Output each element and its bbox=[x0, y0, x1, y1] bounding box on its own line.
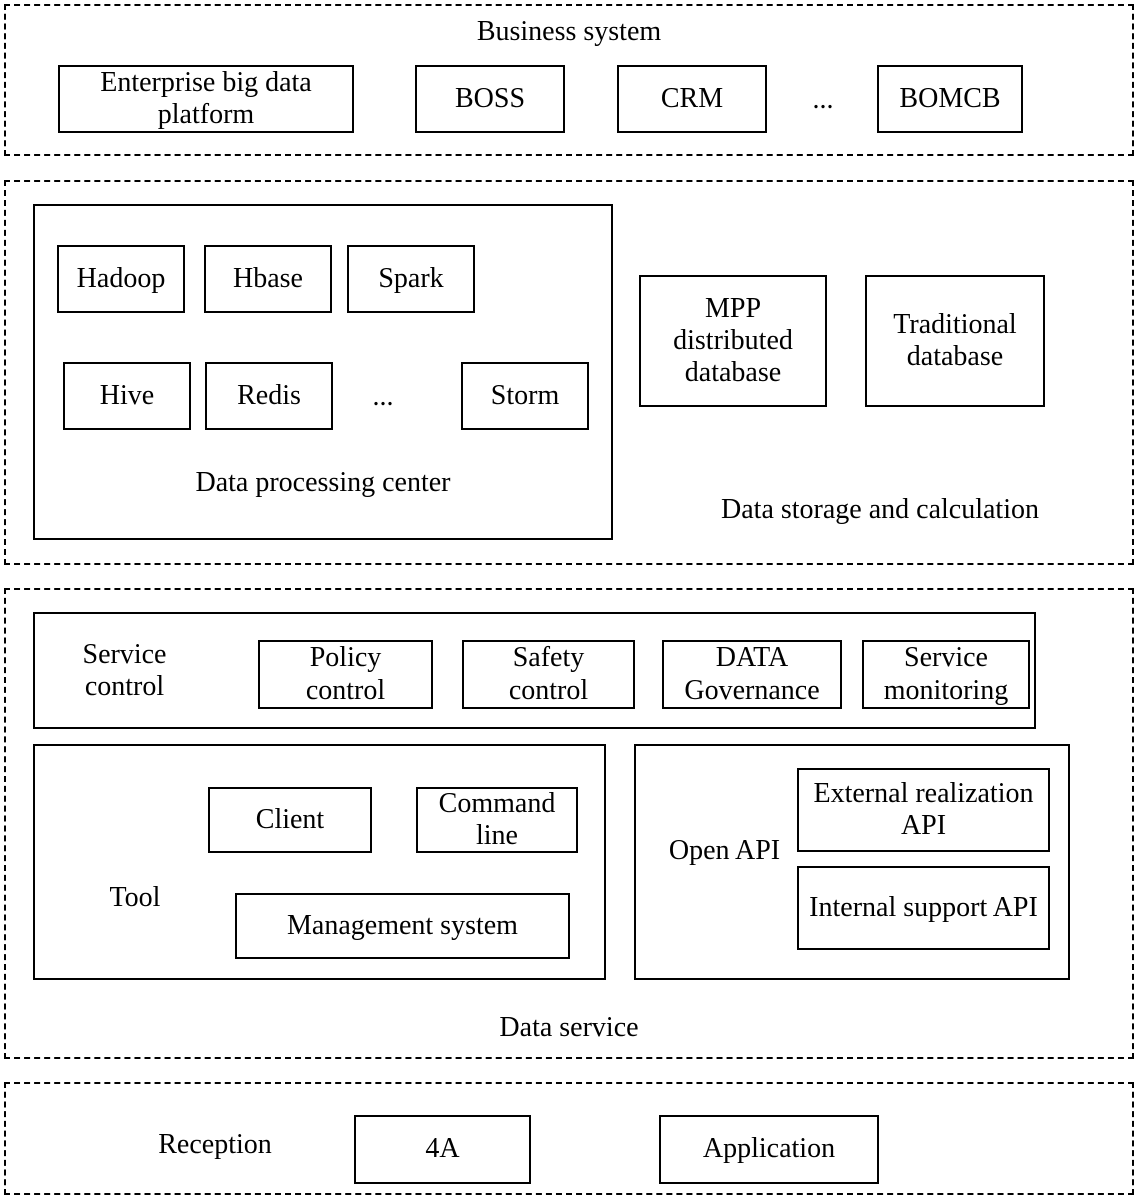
reception-label: Reception bbox=[158, 1128, 272, 1160]
business-item-boss[interactable]: BOSS bbox=[415, 65, 565, 133]
processing-item-hive[interactable]: Hive bbox=[63, 362, 191, 430]
service-control-item-policy-control[interactable]: Policy control bbox=[258, 640, 433, 709]
service-control-label: Service control bbox=[82, 638, 167, 702]
business-item-ellipsis: ... bbox=[812, 83, 834, 115]
open-api-label: Open API bbox=[668, 834, 781, 866]
business-item-enterprise-big-data-platform[interactable]: Enterprise big data platform bbox=[58, 65, 354, 133]
service-control-item-service-monitoring[interactable]: Service monitoring bbox=[862, 640, 1030, 709]
processing-item-redis[interactable]: Redis bbox=[205, 362, 333, 430]
service-control-item-data-governance[interactable]: DATA Governance bbox=[662, 640, 842, 709]
database-traditional[interactable]: Traditional database bbox=[865, 275, 1045, 407]
processing-item-hadoop[interactable]: Hadoop bbox=[57, 245, 185, 313]
processing-item-ellipsis: ... bbox=[372, 380, 394, 412]
tool-item-command-line[interactable]: Command line bbox=[416, 787, 578, 853]
data-service-title: Data service bbox=[499, 1011, 639, 1043]
reception-item-4a[interactable]: 4A bbox=[354, 1115, 531, 1184]
tool-item-management-system[interactable]: Management system bbox=[235, 893, 570, 959]
business-item-crm[interactable]: CRM bbox=[617, 65, 767, 133]
business-item-bomcb[interactable]: BOMCB bbox=[877, 65, 1023, 133]
open-api-item-external-realization-api[interactable]: External realization API bbox=[797, 768, 1050, 852]
processing-item-hbase[interactable]: Hbase bbox=[204, 245, 332, 313]
database-mpp-distributed[interactable]: MPP distributed database bbox=[639, 275, 827, 407]
reception-item-application[interactable]: Application bbox=[659, 1115, 879, 1184]
tool-item-client[interactable]: Client bbox=[208, 787, 372, 853]
data-processing-center-title: Data processing center bbox=[195, 466, 451, 498]
data-storage-title: Data storage and calculation bbox=[721, 493, 1039, 525]
processing-item-spark[interactable]: Spark bbox=[347, 245, 475, 313]
business-system-title: Business system bbox=[476, 15, 662, 47]
open-api-item-internal-support-api[interactable]: Internal support API bbox=[797, 866, 1050, 950]
processing-item-storm[interactable]: Storm bbox=[461, 362, 589, 430]
tool-label: Tool bbox=[109, 881, 161, 913]
service-control-item-safety-control[interactable]: Safety control bbox=[462, 640, 635, 709]
